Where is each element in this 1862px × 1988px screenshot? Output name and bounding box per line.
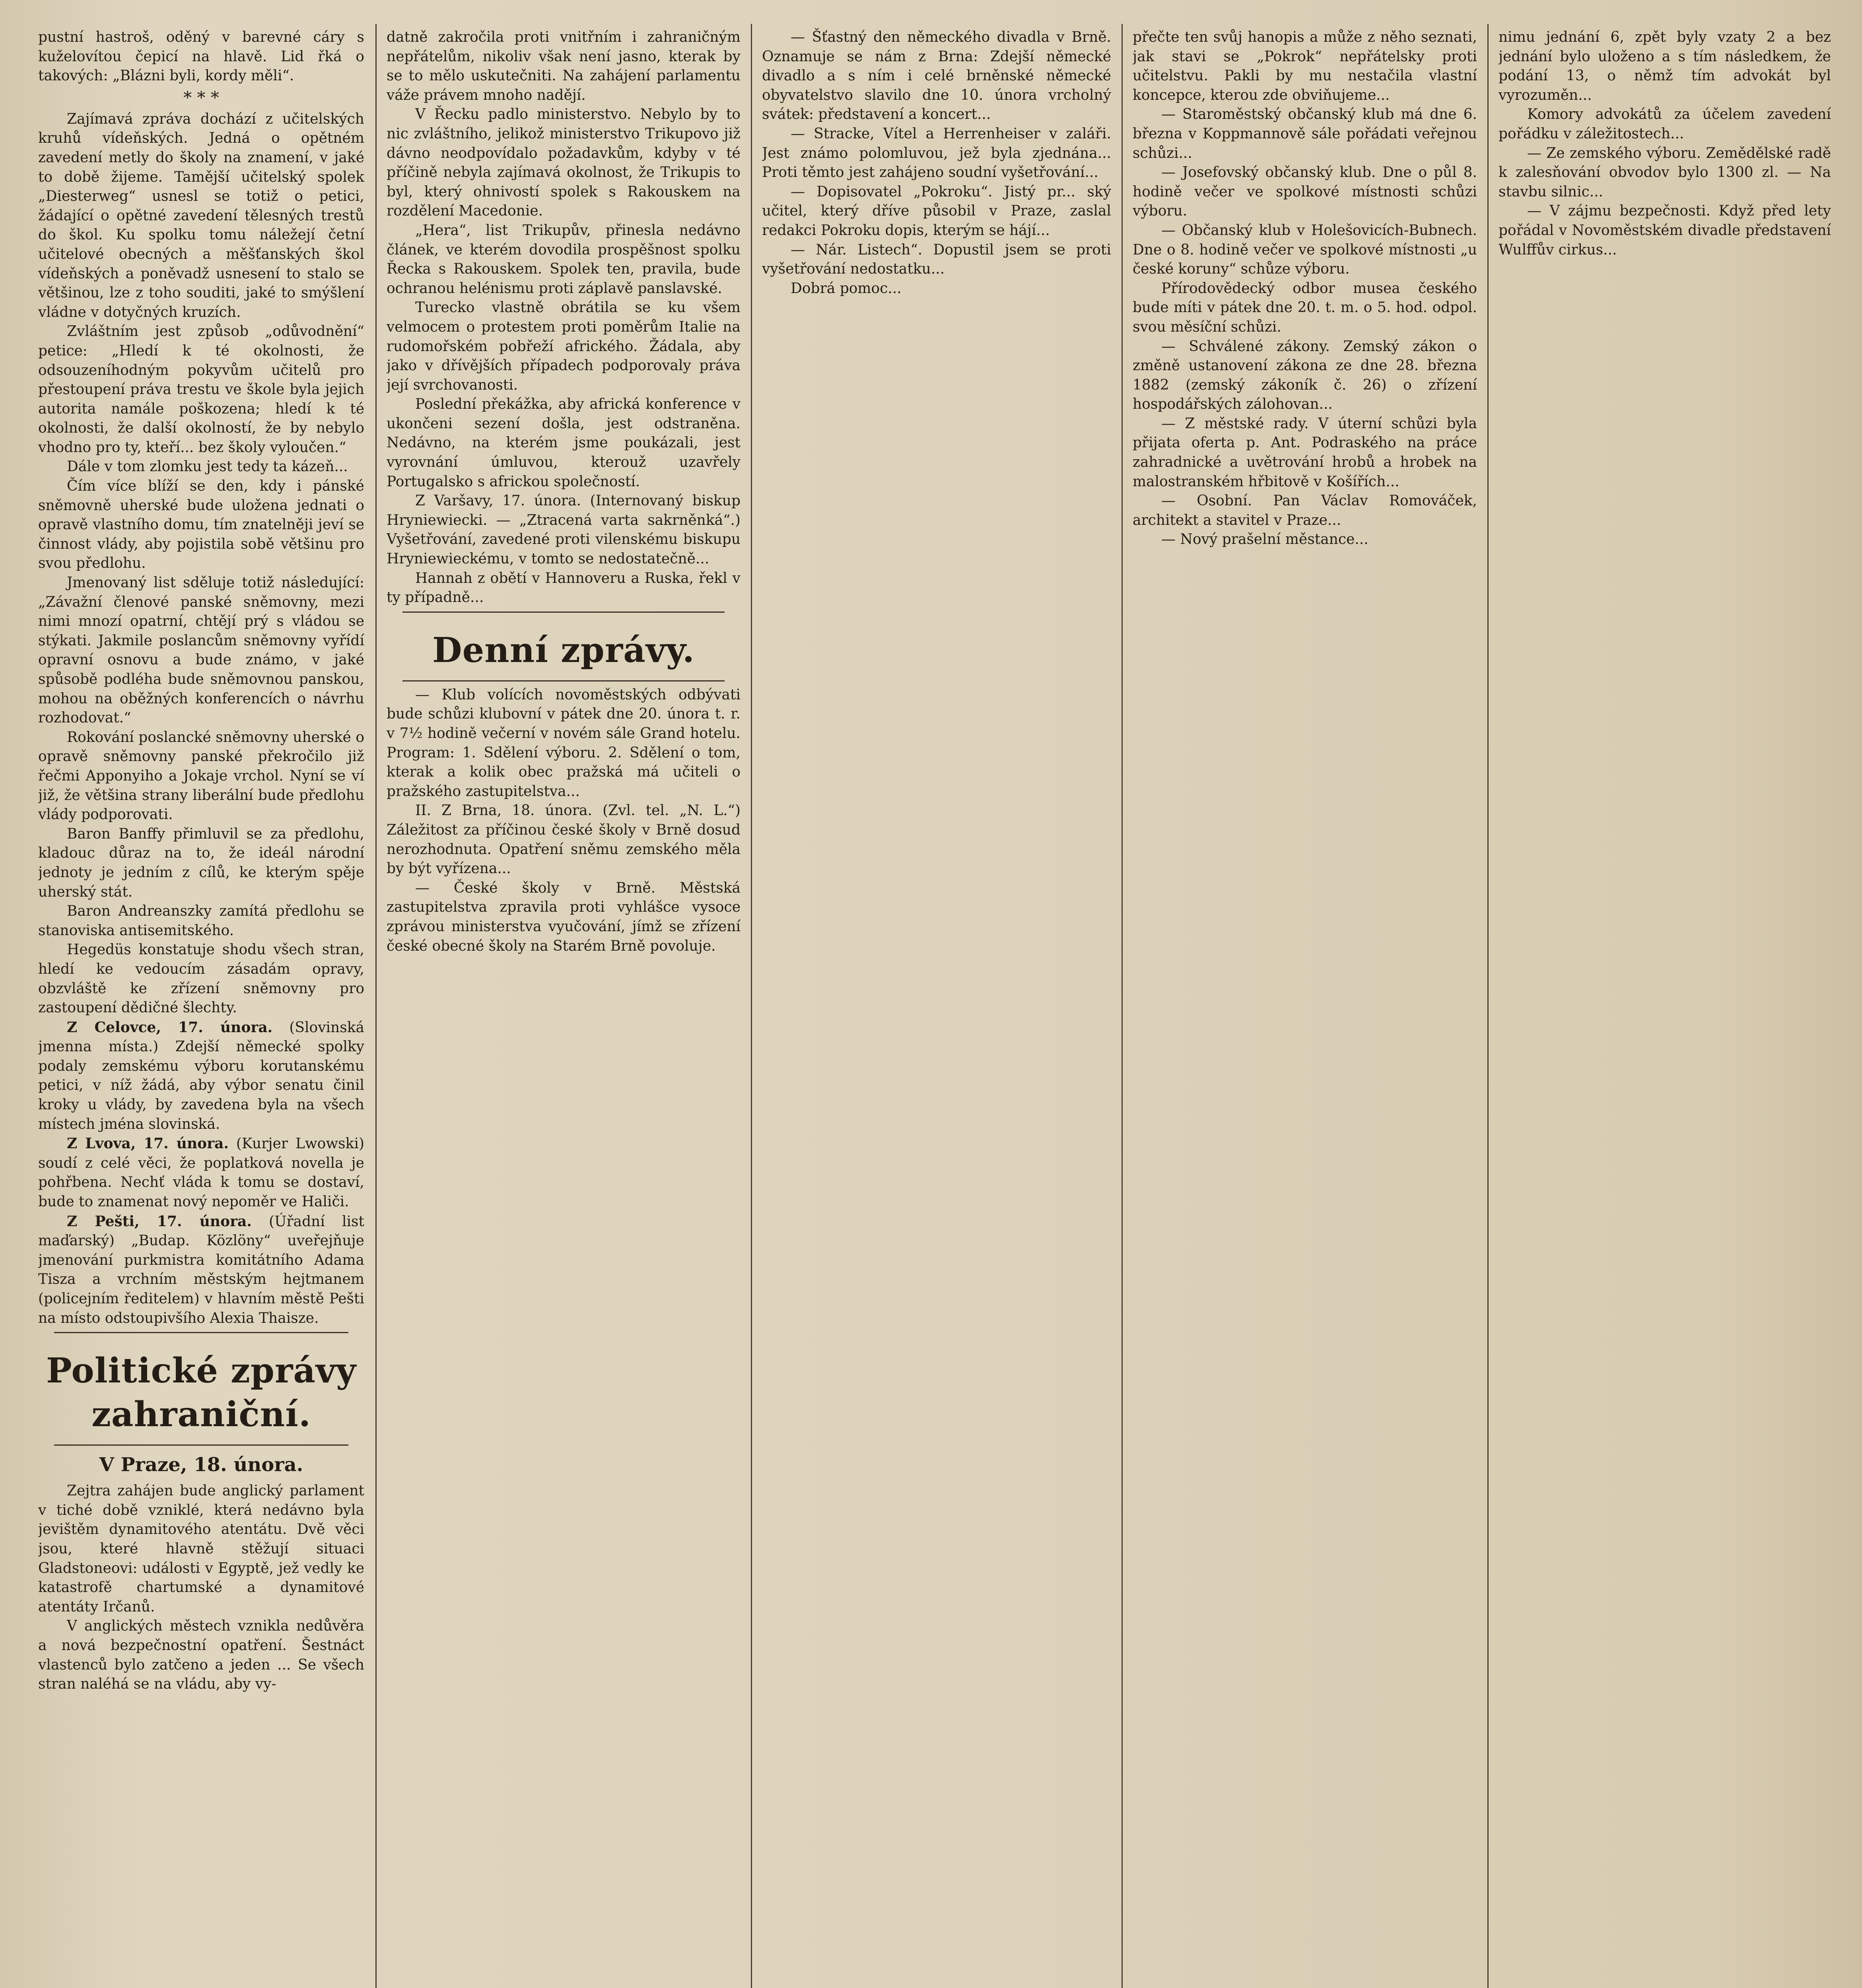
heading-rule xyxy=(54,1444,348,1446)
dateline-text: Z Lvova, 17. února. xyxy=(67,1135,229,1152)
col1-paragraph: Baron Andreanszky zamítá předlohu se stanoviska antisemitského. xyxy=(38,903,364,939)
dateline xyxy=(38,1212,364,1328)
col2-paragraph: Hannah z obětí v Hannoveru a Ruska, řekl v ty případně... xyxy=(387,570,741,606)
col1-paragraph: Dále v tom zlomku jest tedy ta kázeň... xyxy=(67,458,348,475)
column-rule-2 xyxy=(751,24,752,1988)
col3-paragraph: Dobrá pomoc... xyxy=(791,280,902,297)
news-item: (Slovinská jmenna místa.) Zdejší německé spolky podaly zemskému výboru korutanskému petici, v níž žádá, aby výbor senatu činil kroky u vlády, by zavedena byla na všech místech jména slovinská. xyxy=(38,1019,364,1132)
col1-paragraph: Baron Banffy přimluvil se za předlohu, kladouc důraz na to, že ideál národní jednoty je jedním z cílů, ke kterým spěje uherský stát. xyxy=(38,825,364,900)
heading-rule xyxy=(402,680,725,681)
dateline xyxy=(38,1018,364,1134)
column-3 xyxy=(762,28,1111,1988)
heading-rule xyxy=(402,612,725,613)
col4-paragraph: — Nový prašelní městance... xyxy=(1161,531,1368,548)
col5-paragraph: nimu jednání 6, zpět byly vzaty 2 a bez jednání bylo uloženo a s tím následkem, že podání 13, o němž tím advokát byl vyrozuměn... xyxy=(1499,29,1831,103)
column-rule-1 xyxy=(375,24,377,1988)
col4-paragraph: Přírodovědecký odbor musea českého bude míti v pátek dne 20. t. m. o 5. hod. odpol. svou měsíční schůzi. xyxy=(1133,280,1477,335)
col1-paragraph: Jmenovaný list sděluje totiž následující: „Závažní členové panské sněmovny, mezi nimi mnozí opatrní, chtějí prý s vládou se stýkati. Jakmile poslancům sněmovny vyřídí opravní osnovu a bude známo, v jaké spůsobě podléha bude sněmovnou panskou, mohou na oběžných konferencích o návrhu rozhodovat.“ xyxy=(38,575,364,726)
politics-paragraph: Zejtra zahájen bude anglický parlament v tiché době vzniklé, která nedávno byla jevištěm dynamitového atentátu. Dvě věci jsou, které hlavně stěžují situaci Gladstoneovi: události v Egyptě, jež vedly ke katastrofě chartumské a dynamitové atentáty Irčanů. xyxy=(38,1483,364,1615)
col5-paragraph: — Ze zemského výboru. Zemědělské radě k zalesňování obvodov bylo 1300 zl. — Na stavbu silnic... xyxy=(1499,145,1831,200)
politics-heading: Politické zprávy zahraniční. xyxy=(46,1351,356,1435)
col2-paragraph: Z Varšavy, 17. února. (Internovaný biskup Hryniewiecki. — „Ztracená varta sakrněnká“.) Vyšetřování, zavedené proti vilenskému biskupu Hryniewieckému, v tomto se nedostatečně... xyxy=(387,493,741,567)
col3-paragraph: — Dopisovatel „Pokroku“. Jistý pr... ský učitel, který dříve působil v Praze, zaslal redakci Pokroku dopis, kterým se hájí... xyxy=(762,183,1111,239)
col4-paragraph: — Staroměstský občanský klub má dne 6. března v Koppmannově sále pořádati veřejnou schůzi... xyxy=(1133,106,1477,161)
col2-paragraph: Turecko vlastně obrátila se ku všem velmocem o protestem proti poměrům Italie na rudomořském pobřeží afrického. Žádala, aby jako v dřívějších případech podporovaly práva její svrchovanosti. xyxy=(387,299,741,393)
col1-paragraph: Rokování poslancké sněmovny uherské o opravě sněmovny panské překročilo již řečmi Apponyiho a Jokaje vrchol. Nyní se ví již, že většina strany liberální bude předlohu vlády podporovati. xyxy=(38,729,364,823)
col1-paragraph: Hegedüs konstatuje shodu všech stran, hledí ke vedoucím zásadám opravy, obzvláště ke zřízení sněmovny pro zastoupení dědičné šlechty. xyxy=(38,942,364,1016)
news-item: (Úřadní list maďarský) „Budap. Közlöny“ uveřejňuje jmenování purkmistra komitátního Adama Tisza a vrchním městským hejtmanem (policejním ředitelem) v hlavním městě Pešti na místo odstoupivšího Alexia Thaisze. xyxy=(38,1213,364,1326)
dateline-text: Z Pešti, 17. února. xyxy=(67,1213,252,1230)
col4-paragraph: — Osobní. Pan Václav Romováček, architekt a stavitel v Praze... xyxy=(1133,493,1477,528)
col1-paragraph: pustní hastroš, oděný v barevné cáry s kuželovítou čepicí na hlavě. Lid řká o takových: „Blázni byli, kordy měli“. xyxy=(38,29,364,84)
column-4 xyxy=(1133,28,1477,1988)
denni-item: — Klub volících novoměstských odbývati bude schůzi klubovní v pátek dne 20. února t. r. v 7½ hodině večerní v novém sále Grand hotelu. Program: 1. Sdělení výboru. 2. Sdělení o tom, kterak a kolik obec pražská má učiteli o pražského zastupitelstva... xyxy=(387,686,741,800)
col4-paragraph: — Občanský klub v Holešovicích-Bubnech. Dne o 8. hodině večer ve spolkové místnosti „u české koruny“ schůze výboru. xyxy=(1133,222,1477,278)
denni-item: II. Z Brna, 18. února. (Zvl. tel. „N. L.“) Záležitost za příčinou české školy v Brně dosud nerozhodnuta. Opatření sněmu zemského měla by být vyřízena... xyxy=(387,802,741,877)
column-2 xyxy=(387,28,741,1988)
col4-paragraph: přečte ten svůj hanopis a může z něho seznati, jak stavi se „Pokrok“ nepřátelsky proti učitelstvu. Pakli by mu nestačila vlastní koncepce, kterou zde obviňujeme... xyxy=(1133,29,1477,103)
col2-paragraph: Poslední překážka, aby africká konference v ukončeni sezení došla, jest odstraněna. Nedávno, na kterém jsme poukázali, jest vyrovnání úmluvou, kterouž uzavřely Portugalsko s africkou společností. xyxy=(387,396,741,490)
col2-paragraph: V Řecku padlo ministerstvo. Nebylo by to nic zvláštního, jelikož ministerstvo Trikupovo již dávno neodpovídalo požadavkům, kdyby v té příčině nebyla zajímavá okolnost, že Trikupis to byl, který ohnivostí spolek s Rakouskem na rozdělení Macedonie. xyxy=(387,106,741,219)
col4-paragraph: — Schválené zákony. Zemský zákon o změně ustanovení zákona ze dne 28. března 1882 (zemský zákoník č. 26) o zřízení hospodářských zálohovan... xyxy=(1133,338,1477,413)
denni-item: — České školy v Brně. Městská zastupitelstva zpravila proti vyhlášce vysoce zprávou ministerstva vyučování, jímž se zřízení české obecné školy na Starém Brně povoluje. xyxy=(387,879,741,954)
column-rule-4 xyxy=(1487,24,1489,1988)
denni-heading: Denní zprávy. xyxy=(432,630,695,670)
col4-paragraph: — Josefovský občanský klub. Dne o půl 8. hodině večer ve spolkové místnosti schůzi výboru. xyxy=(1133,164,1477,219)
section-divider: * * * xyxy=(183,87,219,107)
col2-paragraph: datně zakročila proti vnitřním i zahraničným nepřátelům, nikoliv však není jasno, kterak by se to mělo uskutečniti. Na zahájení parlamentu váže právem mnoho nadějí. xyxy=(387,29,741,103)
col1-paragraph: Zvláštním jest způsob „odůvodnění“ petice: „Hledí k té okolnosti, že odsouzeníhodným pokyvům učitelů pro přestoupení práva trestu ve škole byla jejich autorita namále poškozena; hledí k té okolnosti, že další okolností, že by nebylo vhodno pro ty, kteří... bez školy vyloučen.“ xyxy=(38,323,364,456)
col2-paragraph: „Hera“, list Trikupův, přinesla nedávno článek, ve kterém dovodila prospěšnost spolku Řecka s Rakouskem. Spolek ten, pravila, bude ochranou helénismu proti záplavě panslavské. xyxy=(387,222,741,297)
col3-paragraph: — Nár. Listech“. Dopustil jsem se proti vyšetřování nedostatku... xyxy=(762,241,1111,278)
column-rule-3 xyxy=(1121,24,1123,1988)
col3-paragraph: — Šťastný den německého divadla v Brně. Oznamuje se nám z Brna: Zdejší německé divadlo a s ním i celé brněnské německé obyvatelstvo slavilo dne 10. února vrcholný svátek: představení a koncert... xyxy=(762,29,1111,123)
col4-paragraph: — Z městské rady. V úterní schůzi byla přijata oferta p. Ant. Podraského na práce zahradnické a uvětrování hrobů a hrobek na malostranském hřbitově v Košířích... xyxy=(1133,415,1477,490)
col1-paragraph: Čím více blíží se den, kdy i pánské sněmovně uherské bude uložena jednati o opravě vlastního domu, tím znatelněji jeví se činnost vlády, aby pojistila sobě většinu pro svou předlohu. xyxy=(38,478,364,572)
col5-paragraph: — V zájmu bezpečnosti. Když před lety pořádal v Novoměstském divadle představení Wulffův cirkus... xyxy=(1499,203,1831,258)
politics-dateline: V Praze, 18. února. xyxy=(99,1454,303,1476)
dateline xyxy=(38,1134,364,1211)
dateline-text: Z Celovce, 17. února. xyxy=(67,1019,273,1036)
col3-paragraph: — Stracke, Vítel a Herrenheiser v zaláři. Jest známo polomluvou, jež byla zjednána... Proti těmto jest zahájeno soudní vyšetřování... xyxy=(762,125,1111,181)
col1-paragraph: Zajímavá zpráva dochází z učitelských kruhů vídeňských. Jedná o opětném zavedení metly do školy na znamení, v jaké to době žijeme. Tamější učitelský spolek „Diesterweg“ usnesl se totiž o petici, žádající o opětné zavedení tělesných trestů do škol. Ku spolku tomu náležejí četní učitelové obecných a měšťanských škol vídeňských a poněvadž usnesení to stalo se většinou, lze z toho souditi, jaké to smýšlení vládne v dotyčných kruzích. xyxy=(38,111,364,320)
heading-rule xyxy=(54,1332,348,1333)
news-item: (Kurjer Lwowski) soudí z celé věci, že poplatková novella je pohřbena. Nechť vláda k tomu se dostaví, bude to znamenat nový nepoměr ve Haliči. xyxy=(38,1136,364,1210)
column-1 xyxy=(38,28,364,1988)
column-5 xyxy=(1499,28,1831,1988)
col5-paragraph: Komory advokátů za účelem zavedení pořádku v záležitostech... xyxy=(1499,106,1831,142)
politics-paragraph: V anglických městech vznikla nedůvěra a nová bezpečnostní opatření. Šestnáct vlastenců bylo zatčeno a jeden ... Se všech stran naléhá se na vládu, aby vy- xyxy=(38,1618,364,1693)
